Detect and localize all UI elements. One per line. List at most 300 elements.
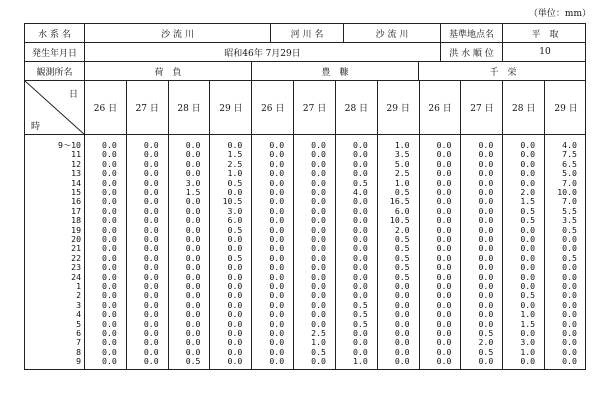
column-divider <box>335 135 336 369</box>
rainfall-value-cell: 0.0 <box>436 187 452 197</box>
table-row <box>25 262 585 271</box>
table-row <box>25 187 585 196</box>
hour-cell: 16 <box>71 196 81 207</box>
header-row-stations <box>25 62 585 81</box>
rainfall-value-cell: 0.0 <box>269 187 285 197</box>
rainfall-value-cell: 0.0 <box>143 318 159 329</box>
rainfall-value-cell: 0.0 <box>143 149 159 160</box>
rainfall-value-cell: 0.0 <box>227 290 243 301</box>
rainfall-value-cell: 0.0 <box>185 318 201 329</box>
rainfall-value-cell: 0.0 <box>143 205 159 216</box>
rainfall-value-cell: 0.0 <box>394 337 410 348</box>
rainfall-value-cell: 1.5 <box>227 149 243 160</box>
rainfall-value-cell: 0.0 <box>311 356 326 367</box>
rainfall-value-cell: 0.0 <box>436 177 452 188</box>
rainfall-value-cell: 0.0 <box>185 328 201 338</box>
station-label: 観測所名 <box>25 62 85 80</box>
hour-cell: 24 <box>71 271 81 282</box>
rainfall-value-cell: 1.5 <box>185 187 201 197</box>
rainfall-value-cell: 0.0 <box>143 243 159 254</box>
rainfall-value-cell: 0.0 <box>353 337 368 348</box>
rainfall-value-cell: 0.0 <box>227 337 243 348</box>
rainfall-value-cell: 0.0 <box>185 215 201 226</box>
rainfall-value-cell: 0.5 <box>562 224 577 235</box>
rainfall-value-cell: 0.0 <box>478 215 494 226</box>
rainfall-value-cell: 2.0 <box>520 187 536 197</box>
hour-cell: 4 <box>76 309 81 320</box>
rainfall-value-cell: 0.5 <box>353 299 368 310</box>
station-3-name: 千 栄 <box>489 67 517 78</box>
day-header-row <box>25 81 585 135</box>
unit-label: （単位：mm） <box>528 9 591 19</box>
column-divider <box>377 135 378 369</box>
rainfall-value-cell: 0.0 <box>520 356 536 367</box>
hour-cell: 13 <box>71 168 81 179</box>
rainfall-value-cell: 16.5 <box>389 196 410 207</box>
rainfall-value-cell: 0.0 <box>227 271 243 282</box>
day-header-cell: 27 日 <box>461 81 503 134</box>
rainfall-value-cell: 5.0 <box>394 158 410 169</box>
rainfall-value-cell: 0.0 <box>436 271 452 282</box>
rainfall-value-cell: 0.0 <box>227 140 243 150</box>
table-row <box>25 215 585 224</box>
rainfall-value-cell: 0.0 <box>102 196 117 207</box>
rainfall-value-cell: 0.0 <box>185 252 201 263</box>
rainfall-value-cell: 0.0 <box>353 205 368 216</box>
rainfall-value-cell: 0.0 <box>436 290 452 301</box>
rainfall-value-cell: 7.0 <box>562 196 577 207</box>
rainfall-value-cell: 0.5 <box>227 224 243 235</box>
rainfall-value-cell: 0.0 <box>520 168 536 179</box>
rainfall-value-cell: 0.0 <box>436 318 452 329</box>
rainfall-value-cell: 0.5 <box>394 187 410 197</box>
rainfall-value-cell: 0.0 <box>102 158 117 169</box>
rainfall-value-cell: 0.0 <box>478 177 494 188</box>
rainfall-value-cell: 0.0 <box>185 168 201 179</box>
rainfall-value-cell: 0.0 <box>227 281 243 291</box>
rainfall-value-cell: 0.0 <box>102 356 117 367</box>
table-row <box>25 309 585 318</box>
rainfall-value-cell: 0.0 <box>520 252 536 263</box>
rainfall-value-cell: 0.0 <box>520 177 536 188</box>
rainfall-value-cell: 0.0 <box>143 299 159 310</box>
rainfall-value-cell: 0.0 <box>353 140 368 150</box>
column-divider <box>460 135 461 369</box>
rainfall-value-cell: 0.0 <box>143 271 159 282</box>
rainfall-value-cell: 6.0 <box>394 205 410 216</box>
rainfall-value-cell: 0.5 <box>185 356 201 367</box>
rainfall-value-cell: 0.0 <box>478 158 494 169</box>
day-header-cell: 28 日 <box>169 81 211 134</box>
water-system-value: 沙 流 川 <box>85 24 271 42</box>
rainfall-value-cell: 0.0 <box>143 196 159 207</box>
rainfall-value-cell: 0.0 <box>353 281 368 291</box>
column-divider <box>126 135 127 369</box>
table-row <box>25 356 585 365</box>
hour-cell: 21 <box>71 243 81 254</box>
rainfall-value-cell: 0.0 <box>520 158 536 169</box>
rainfall-value-cell: 0.0 <box>520 234 536 244</box>
rainfall-value-cell: 0.0 <box>562 337 577 348</box>
rainfall-value-cell: 0.0 <box>185 299 201 310</box>
table-row <box>25 168 585 177</box>
rainfall-value-cell: 4.0 <box>353 187 368 197</box>
rainfall-value-cell: 0.0 <box>520 281 536 291</box>
hour-cell: 5 <box>76 318 81 329</box>
rainfall-value-cell: 0.0 <box>102 262 117 273</box>
rainfall-value-cell: 0.0 <box>353 346 368 357</box>
rainfall-value-cell: 0.0 <box>143 187 159 197</box>
rainfall-value-cell: 3.5 <box>394 149 410 160</box>
rainfall-value-cell: 0.0 <box>102 168 117 179</box>
rainfall-value-cell: 0.0 <box>143 140 159 150</box>
rainfall-value-cell: 0.0 <box>562 290 577 301</box>
rainfall-value-cell: 0.0 <box>353 243 368 254</box>
rainfall-value-cell: 0.0 <box>102 215 117 226</box>
rainfall-value-cell: 0.0 <box>478 196 494 207</box>
hour-cell: 19 <box>71 224 81 235</box>
day-header-cell: 26 日 <box>85 81 127 134</box>
rainfall-value-cell: 4.0 <box>562 140 577 150</box>
rainfall-value-cell: 0.5 <box>520 290 536 301</box>
rainfall-value-cell: 0.0 <box>227 309 243 320</box>
rainfall-value-cell: 6.0 <box>227 215 243 226</box>
rainfall-value-cell: 0.0 <box>102 224 117 235</box>
rainfall-value-cell: 0.5 <box>478 346 494 357</box>
rainfall-value-cell: 0.5 <box>394 234 410 244</box>
rainfall-value-cell: 0.0 <box>143 328 159 338</box>
rainfall-value-cell: 0.0 <box>185 309 201 320</box>
column-divider <box>419 135 420 369</box>
hour-cell: 9 <box>76 356 81 367</box>
rainfall-value-cell: 0.0 <box>269 158 285 169</box>
rainfall-value-cell: 0.0 <box>520 299 536 310</box>
hour-cell: 7 <box>76 337 81 348</box>
rainfall-value-cell: 0.0 <box>562 243 577 254</box>
rainfall-value-cell: 0.0 <box>311 243 326 254</box>
rainfall-value-cell: 0.0 <box>143 215 159 226</box>
rainfall-value-cell: 0.0 <box>478 168 494 179</box>
rainfall-value-cell: 0.0 <box>269 243 285 254</box>
rainfall-value-cell: 0.0 <box>102 140 117 150</box>
rainfall-value-cell: 0.0 <box>353 271 368 282</box>
rainfall-value-cell: 0.0 <box>562 356 577 367</box>
river-value: 沙 流 川 <box>344 24 441 42</box>
column-divider <box>502 135 503 369</box>
rainfall-value-cell: 0.0 <box>562 299 577 310</box>
column-divider <box>251 135 252 369</box>
rainfall-value-cell: 0.0 <box>436 243 452 254</box>
day-header-cell: 29 日 <box>378 81 420 134</box>
rainfall-value-cell: 0.5 <box>394 262 410 273</box>
day-header-cell: 26 日 <box>252 81 294 134</box>
rainfall-value-cell: 0.0 <box>478 299 494 310</box>
rainfall-value-cell: 0.0 <box>143 168 159 179</box>
rainfall-value-cell: 0.0 <box>185 140 201 150</box>
table-row <box>25 196 585 205</box>
rainfall-value-cell: 0.0 <box>143 177 159 188</box>
rainfall-value-cell: 0.0 <box>102 234 117 244</box>
table-row <box>25 243 585 252</box>
rainfall-value-cell: 0.0 <box>185 234 201 244</box>
table-row <box>25 328 585 337</box>
rainfall-value-cell: 0.0 <box>436 356 452 367</box>
rainfall-value-cell: 0.0 <box>353 168 368 179</box>
rainfall-value-cell: 0.0 <box>394 328 410 338</box>
water-system-label: 水 系 名 <box>25 24 85 42</box>
rainfall-value-cell: 0.0 <box>520 149 536 160</box>
rainfall-value-cell: 1.0 <box>394 177 410 188</box>
rainfall-value-cell: 0.5 <box>311 346 326 357</box>
rainfall-value-cell: 0.0 <box>227 299 243 310</box>
rainfall-value-cell: 0.0 <box>311 281 326 291</box>
rainfall-value-cell: 0.0 <box>562 318 577 329</box>
hour-cell: 11 <box>71 149 81 160</box>
rainfall-value-cell: 0.0 <box>311 271 326 282</box>
rainfall-value-cell: 0.0 <box>436 234 452 244</box>
rainfall-value-cell: 0.5 <box>394 271 410 282</box>
rainfall-value-cell: 0.0 <box>394 356 410 367</box>
rainfall-value-cell: 0.0 <box>143 224 159 235</box>
rainfall-value-cell: 0.0 <box>269 196 285 207</box>
rainfall-value-cell: 0.0 <box>185 262 201 273</box>
river-label: 河 川 名 <box>271 24 344 42</box>
base-point-label: 基準地点名 <box>441 24 503 42</box>
rainfall-value-cell: 0.0 <box>102 318 117 329</box>
flood-rank-value: 10 <box>539 47 551 57</box>
column-divider <box>544 135 545 369</box>
rainfall-value-cell: 0.0 <box>269 281 285 291</box>
rainfall-value-cell: 1.0 <box>311 337 326 348</box>
rainfall-value-cell: 0.0 <box>311 290 326 301</box>
rainfall-value-cell: 0.0 <box>353 262 368 273</box>
rainfall-value-cell: 3.0 <box>185 177 201 188</box>
rainfall-value-cell: 0.0 <box>185 337 201 348</box>
rainfall-value-cell: 0.5 <box>520 205 536 216</box>
rainfall-value-cell: 0.0 <box>394 318 410 329</box>
rainfall-value-cell: 0.0 <box>143 337 159 348</box>
table-row <box>25 206 585 215</box>
rainfall-value-cell: 0.0 <box>102 187 117 197</box>
column-divider <box>209 135 210 369</box>
rainfall-value-cell: 0.0 <box>102 299 117 310</box>
rainfall-value-cell: 0.0 <box>269 168 285 179</box>
rainfall-value-cell: 0.0 <box>520 271 536 282</box>
rainfall-value-cell: 0.0 <box>311 196 326 207</box>
rainfall-value-cell: 0.0 <box>353 158 368 169</box>
hour-cell: 22 <box>71 252 81 263</box>
station-1-name: 荷 負 <box>85 62 252 80</box>
flood-rank-label: 洪 水 順 位 <box>441 43 503 61</box>
rainfall-value-cell: 0.0 <box>562 234 577 244</box>
rainfall-value-cell: 1.0 <box>520 309 536 320</box>
rainfall-value-cell: 3.0 <box>520 337 536 348</box>
rainfall-value-cell: 0.0 <box>269 262 285 273</box>
rainfall-value-cell: 0.0 <box>311 149 326 160</box>
rainfall-value-cell: 0.0 <box>227 356 243 367</box>
rainfall-value-cell: 0.0 <box>102 309 117 320</box>
rainfall-value-cell: 0.0 <box>227 328 243 338</box>
rainfall-value-cell: 0.0 <box>143 281 159 291</box>
hour-cell: 8 <box>76 346 81 357</box>
rainfall-value-cell: 1.0 <box>394 140 410 150</box>
rainfall-value-cell: 0.0 <box>185 205 201 216</box>
rainfall-value-cell: 0.0 <box>311 234 326 244</box>
rainfall-value-cell: 0.0 <box>520 140 536 150</box>
rainfall-value-cell: 0.0 <box>353 149 368 160</box>
rainfall-value-cell: 1.5 <box>520 196 536 207</box>
rainfall-value-cell: 7.5 <box>562 149 577 160</box>
rainfall-value-cell: 0.0 <box>102 149 117 160</box>
rainfall-value-cell: 0.0 <box>562 346 577 357</box>
rainfall-value-cell: 0.0 <box>269 234 285 244</box>
rainfall-value-cell: 0.0 <box>227 318 243 329</box>
day-header-cell: 28 日 <box>336 81 378 134</box>
rainfall-value-cell: 0.0 <box>478 252 494 263</box>
table-row <box>25 178 585 187</box>
rainfall-value-cell: 0.0 <box>143 346 159 357</box>
day-header-cell: 26 日 <box>420 81 462 134</box>
table-row <box>25 272 585 281</box>
rainfall-value-cell: 0.5 <box>394 252 410 263</box>
rainfall-value-cell: 0.0 <box>353 328 368 338</box>
rainfall-value-cell: 0.0 <box>269 309 285 320</box>
rainfall-value-cell: 0.0 <box>185 346 201 357</box>
rainfall-value-cell: 0.0 <box>311 177 326 188</box>
rainfall-value-cell: 0.0 <box>311 187 326 197</box>
rainfall-value-cell: 0.0 <box>562 309 577 320</box>
table-row <box>25 253 585 262</box>
table-row <box>25 281 585 290</box>
rainfall-value-cell: 0.0 <box>353 290 368 301</box>
rainfall-value-cell: 0.0 <box>562 328 577 338</box>
rainfall-value-cell: 0.0 <box>394 309 410 320</box>
rainfall-value-cell: 0.0 <box>436 196 452 207</box>
day-header-cell: 27 日 <box>294 81 336 134</box>
rainfall-value-cell: 10.5 <box>222 196 243 207</box>
rainfall-value-cell: 0.0 <box>562 262 577 273</box>
rainfall-value-cell: 0.0 <box>185 196 201 207</box>
table-row <box>25 319 585 328</box>
rainfall-value-cell: 0.5 <box>353 309 368 320</box>
rainfall-value-cell: 1.0 <box>520 346 536 357</box>
rainfall-value-cell: 0.0 <box>353 252 368 263</box>
rainfall-value-cell: 0.0 <box>311 299 326 310</box>
column-divider <box>168 135 169 369</box>
rainfall-value-cell: 0.0 <box>102 346 117 357</box>
rainfall-value-cell: 0.0 <box>269 356 285 367</box>
rainfall-value-cell: 0.0 <box>436 346 452 357</box>
rainfall-value-cell: 0.0 <box>185 281 201 291</box>
date-value: 昭和46年 7月29日 <box>85 43 441 61</box>
rainfall-value-cell: 0.0 <box>185 149 201 160</box>
hour-cell: 2 <box>76 290 81 301</box>
rainfall-value-cell: 0.0 <box>269 299 285 310</box>
table-row <box>25 347 585 356</box>
rainfall-value-cell: 0.0 <box>143 290 159 301</box>
hour-cell: 1 <box>76 281 81 291</box>
rainfall-value-cell: 3.0 <box>227 205 243 216</box>
rainfall-value-cell: 0.5 <box>227 177 243 188</box>
rainfall-value-cell: 0.0 <box>436 252 452 263</box>
rainfall-value-cell: 0.0 <box>478 309 494 320</box>
table-row <box>25 290 585 299</box>
rainfall-value-cell: 0.0 <box>102 205 117 216</box>
rainfall-value-cell: 0.0 <box>269 149 285 160</box>
rainfall-value-cell: 0.0 <box>185 290 201 301</box>
rainfall-value-cell: 0.0 <box>436 224 452 235</box>
rainfall-value-cell: 0.0 <box>143 158 159 169</box>
rainfall-value-cell: 0.5 <box>353 177 368 188</box>
rainfall-value-cell: 2.0 <box>394 224 410 235</box>
rainfall-value-cell: 0.0 <box>311 168 326 179</box>
table-row <box>25 140 585 149</box>
rainfall-value-cell: 0.0 <box>269 224 285 235</box>
rainfall-value-cell: 0.0 <box>102 337 117 348</box>
rainfall-value-cell: 1.0 <box>227 168 243 179</box>
day-header-cell: 29 日 <box>210 81 252 134</box>
rainfall-value-cell: 0.0 <box>436 168 452 179</box>
rainfall-value-cell: 0.0 <box>520 243 536 254</box>
rainfall-value-cell: 0.0 <box>102 328 117 338</box>
rainfall-value-cell: 1.0 <box>353 356 368 367</box>
rainfall-value-cell: 0.0 <box>185 224 201 235</box>
table-row <box>25 234 585 243</box>
rainfall-value-cell: 7.0 <box>562 177 577 188</box>
rainfall-value-cell: 2.5 <box>394 168 410 179</box>
rainfall-value-cell: 2.5 <box>227 158 243 169</box>
rainfall-value-cell: 0.0 <box>353 234 368 244</box>
table-row <box>25 225 585 234</box>
rainfall-value-cell: 1.5 <box>520 318 536 329</box>
rainfall-value-cell: 10.5 <box>389 215 410 226</box>
rainfall-table <box>24 23 586 370</box>
rainfall-value-cell: 0.5 <box>478 328 494 338</box>
rainfall-value-cell: 0.0 <box>311 215 326 226</box>
table-row <box>25 337 585 346</box>
rainfall-value-cell: 0.0 <box>478 290 494 301</box>
header-row-system <box>25 24 585 43</box>
rainfall-value-cell: 0.0 <box>478 205 494 216</box>
rainfall-value-cell: 0.0 <box>353 196 368 207</box>
hour-cell: 15 <box>71 187 81 197</box>
rainfall-value-cell: 0.0 <box>269 252 285 263</box>
rainfall-value-cell: 0.0 <box>394 346 410 357</box>
rainfall-value-cell: 0.0 <box>269 271 285 282</box>
rainfall-value-cell: 0.0 <box>562 271 577 282</box>
rainfall-value-cell: 0.0 <box>311 205 326 216</box>
rainfall-value-cell: 0.0 <box>185 243 201 254</box>
rainfall-value-cell: 0.0 <box>269 290 285 301</box>
rainfall-value-cell: 0.0 <box>227 346 243 357</box>
rainfall-value-cell: 0.0 <box>311 262 326 273</box>
rainfall-value-cell: 0.0 <box>436 262 452 273</box>
rainfall-value-cell: 0.0 <box>478 318 494 329</box>
rainfall-value-cell: 0.0 <box>185 271 201 282</box>
rainfall-value-cell: 0.0 <box>478 243 494 254</box>
rainfall-value-cell: 0.0 <box>436 215 452 226</box>
rainfall-value-cell: 0.0 <box>269 215 285 226</box>
rainfall-value-cell: 2.0 <box>478 337 494 348</box>
hour-cell: 9～10 <box>58 140 81 150</box>
rainfall-value-cell: 0.0 <box>227 187 243 197</box>
header-row-date <box>25 43 585 62</box>
hour-cell: 6 <box>76 328 81 338</box>
rainfall-value-cell: 0.0 <box>143 309 159 320</box>
rainfall-value-cell: 0.0 <box>185 158 201 169</box>
rainfall-value-cell: 0.0 <box>478 271 494 282</box>
rainfall-value-cell: 0.0 <box>311 224 326 235</box>
